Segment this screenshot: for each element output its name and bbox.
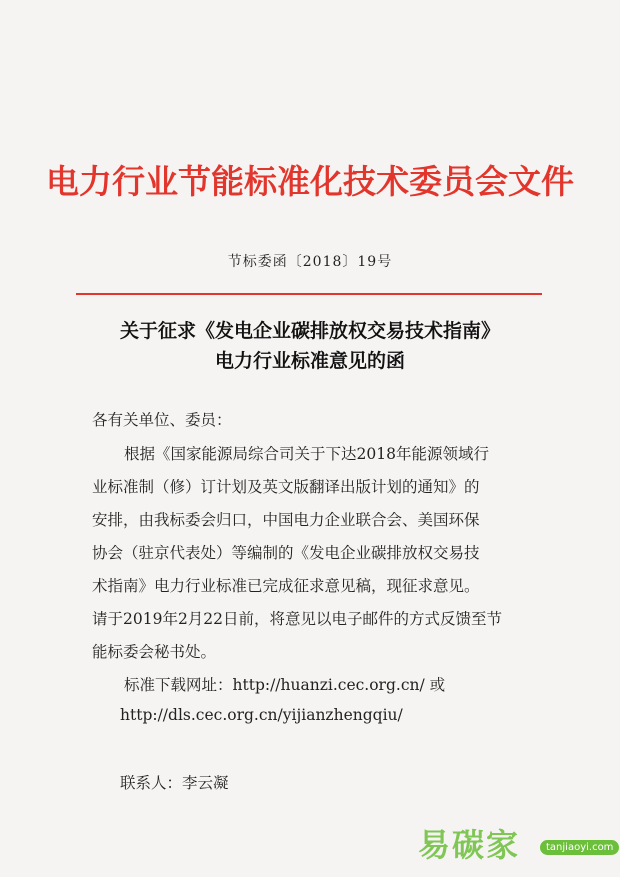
body-line: 业标准制（修）订计划及英文版翻译出版计划的通知》的 bbox=[92, 478, 480, 496]
salutation: 各有关单位、委员： bbox=[92, 411, 232, 429]
download-url-line-2: http://dls.cec.org.cn/yijianzhengqiu/ bbox=[120, 706, 403, 724]
body-line: 根据《国家能源局综合司关于下达2018年能源领域行 bbox=[124, 445, 489, 463]
body-line: 协会（驻京代表处）等编制的《发电企业碳排放权交易技 bbox=[92, 544, 480, 562]
download-url-line-1: 标准下载网址：http://huanzi.cec.org.cn/ 或 bbox=[124, 676, 446, 694]
body-line: 能标委会秘书处。 bbox=[92, 643, 217, 661]
body-line: 安排，由我标委会归口，中国电力企业联合会、美国环保 bbox=[92, 511, 480, 529]
letter-title-line-2: 电力行业标准意见的函 bbox=[214, 350, 405, 372]
contact-person: 联系人：李云凝 bbox=[120, 774, 229, 792]
letter-title-line-1: 关于征求《发电企业碳排放权交易技术指南》 bbox=[119, 320, 500, 342]
watermark-logo: 易碳家 bbox=[418, 826, 521, 864]
watermark-badge: tanjiaoyi.com bbox=[540, 840, 619, 855]
masthead-title: 电力行业节能标准化技术委员会文件 bbox=[46, 162, 574, 201]
document-number: 节标委函〔2018〕19号 bbox=[227, 254, 393, 270]
body-line: 术指南》电力行业标准已完成征求意见稿，现征求意见。 bbox=[92, 577, 480, 595]
body-line: 请于2019年2月22日前，将意见以电子邮件的方式反馈至节 bbox=[92, 610, 503, 628]
red-divider-line bbox=[76, 293, 542, 295]
